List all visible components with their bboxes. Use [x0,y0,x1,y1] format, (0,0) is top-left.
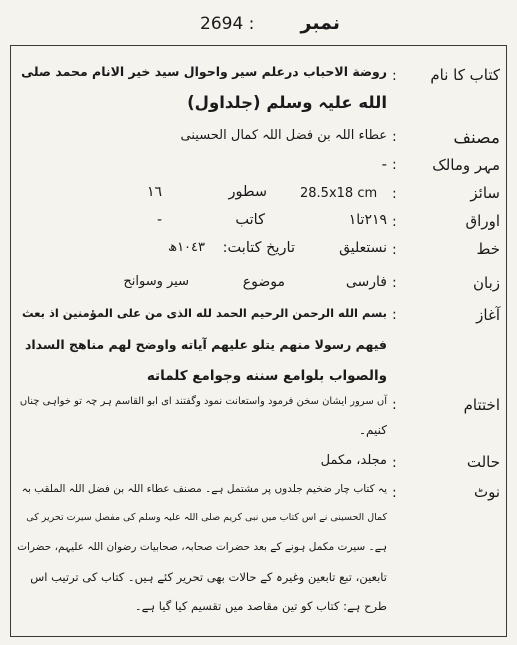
date-label: تاریخ کتابت: [222,240,295,256]
seal-value: - [381,155,387,173]
scribe-label: کاتب [235,212,265,228]
catalog-number [200,12,340,36]
note-line-2: کمال الحسینی نے اس کتاب میں نبی کریم صلی اللہ علیہ وسلم کی مفصل سیرت تحریر کی [26,512,387,523]
author-value: عطاء اللہ بن فضل اللہ کمال الحسینی [180,128,387,143]
language-value: فارسی [345,274,387,290]
label-seal: مہر ومالک [432,156,500,174]
label-script: خط [476,240,500,258]
catalog-page: 2694 : نمبر کتاب کا نام مصنف مہر ومالک سائز اوراق خط زبان آغاز اختتام حالت نوٹ : : : : : : : : : : : روضة الاحباب درعلم سیر واحوال سید خیر الانام محمد صلی الله علیہ وسلم (جلداول) عطاء اللہ بن فضل اللہ کمال الحسینی - 28.5x18 cm سطور ١٦ ٢١٩تا١ کاتب - نستعلیق تاریخ کتابت: ١٠٤٣ھ فارسی موضوع سیر وسوانح بسم الله الرحمن الرحیم الحمد لله الذی من علی المؤمنین اذ بعث فیهم رسولا منهم یتلو علیهم آیاته واوضح لهم مناهج السداد والصواب بلوامع سننه وجوامع کلماته آں سرور ایشان سخن فرمود واستعانت نمود وگفتند ای ابو القاسم ہر چہ تو خواہی چناں کنیم۔ مجلد، مکمل یہ کتاب چار ضخیم جلدوں پر مشتمل ہے۔ مصنف عطاء اللہ بن فضل اللہ الملقب بہ کمال الحسینی نے اس کتاب میں نبی کریم صلی اللہ علیہ وسلم کی مفصل سیرت تحریر کی ہے۔ سیرت مکمل ہونے کے بعد حضرات صحابہ، صحابیات رضوان اللہ علیہم، حضرات تابعین، تبع تابعین وغیرہ کے حالات بھی تحریر کئے ہیں۔ کتاب کی ترتیب اس طرح ہے: کتاب کو تین مقاصد میں تقسیم کیا گیا ہے۔ [0,0,517,645]
beginning-line-2: فیهم رسولا منهم یتلو علیهم آیاته واوضح لهم مناهج السداد [24,337,387,352]
label-pages: اوراق [465,212,500,230]
label-ending: اختتام [463,396,500,414]
label-condition: حالت [466,453,500,471]
label-author: مصنف [453,128,500,148]
label-note: نوٹ [473,483,500,501]
label-size: سائز [470,184,500,202]
beginning-line-1: بسم الله الرحمن الرحیم الحمد لله الذی من علی المؤمنین اذ بعث [21,306,387,320]
beginning-line-3: والصواب بلوامع سننه وجوامع کلماته [146,368,387,384]
ending-line-2: کنیم۔ [359,423,387,437]
size-value: 28.5x18 cm [300,186,378,201]
note-line-3: ہے۔ سیرت مکمل ہونے کے بعد حضرات صحابہ، صحابیات رضوان اللہ علیہم، حضرات [17,541,387,553]
script-value: نستعلیق [339,240,387,256]
title-line-2: الله علیہ وسلم (جلداول) [187,93,387,112]
pages-value: ٢١٩تا١ [348,212,387,228]
label-title: کتاب کا نام [430,66,500,84]
label-beginning: آغاز [476,306,500,324]
lines-label: سطور [228,184,267,200]
title-line-1: روضة الاحباب درعلم سیر واحوال سید خیر الانام محمد صلی [21,64,387,79]
number-label: نمبر [300,12,340,34]
condition-value: مجلد، مکمل [320,453,387,468]
date-value: ١٠٤٣ھ [167,240,205,255]
note-line-4: تابعین، تبع تابعین وغیرہ کے حالات بھی تحریر کئے ہیں۔ کتاب کی ترتیب اس [30,570,387,584]
note-line-1: یہ کتاب چار ضخیم جلدوں پر مشتمل ہے۔ مصنف عطاء اللہ بن فضل اللہ الملقب بہ [21,483,387,495]
scribe-value: - [156,212,162,228]
note-line-5: طرح ہے: کتاب کو تین مقاصد میں تقسیم کیا گیا ہے۔ [134,599,387,613]
subject-value: سیر وسوانح [123,274,189,289]
label-language: زبان [472,274,500,292]
number-value: 2694 : [200,14,255,34]
ending-line-1: آں سرور ایشان سخن فرمود واستعانت نمود وگفتند ای ابو القاسم ہر چہ تو خواہی چناں [19,396,387,407]
subject-label: موضوع [242,274,285,290]
lines-value: ١٦ [146,184,162,200]
